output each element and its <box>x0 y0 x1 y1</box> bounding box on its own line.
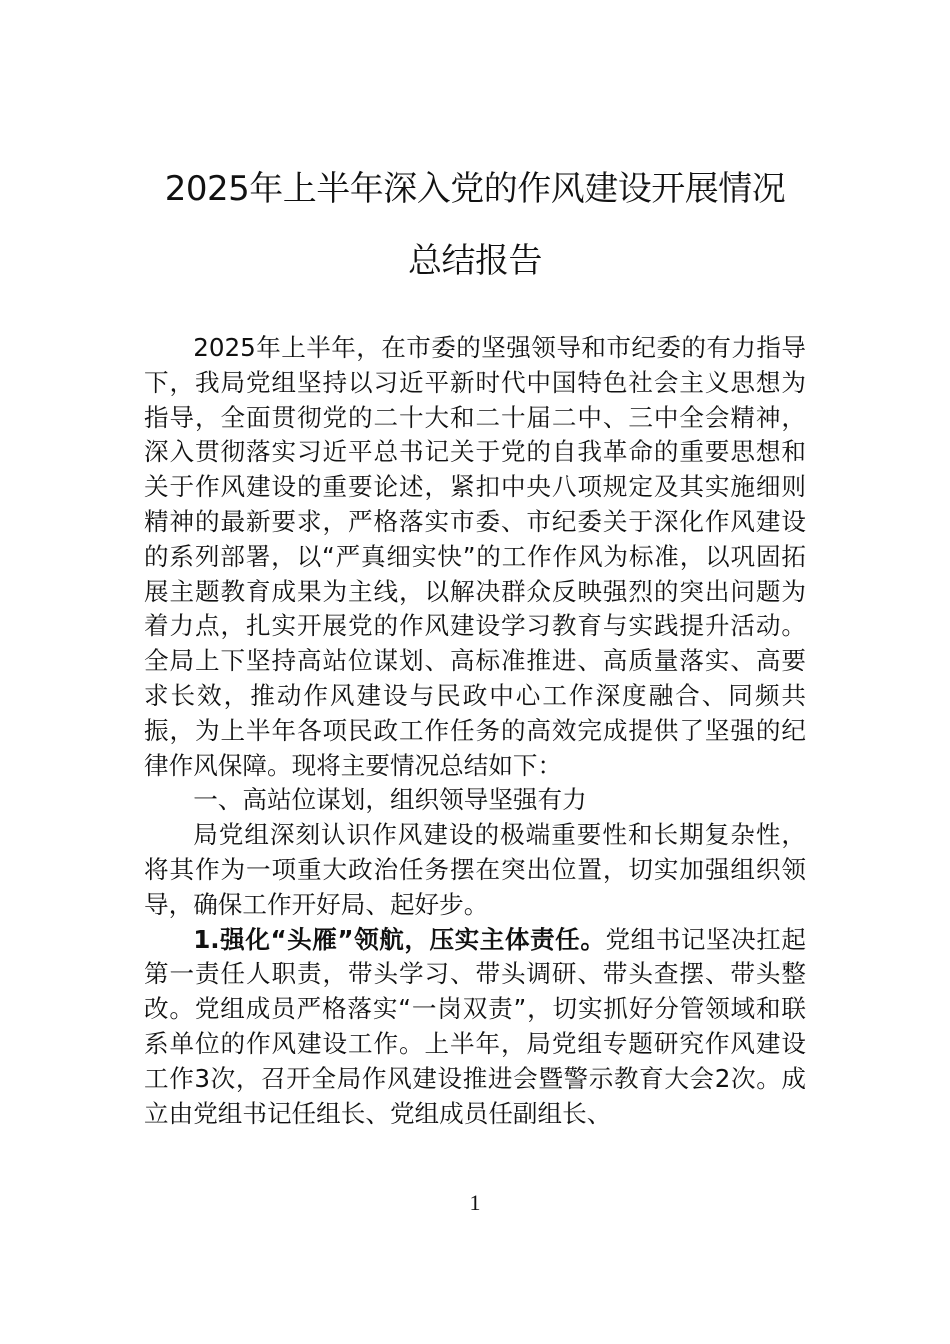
section-1-paragraph: 局党组深刻认识作风建设的极端重要性和长期复杂性，将其作为一项重大政治任务摆在突出位置，切实加强组织领导，确保工作开好局、起好步。 <box>144 820 806 919</box>
title-line-1: 2025年上半年深入党的作风建设开展情况 <box>164 169 786 209</box>
item-1-paragraph <box>144 923 806 1132</box>
page-number: 1 <box>469 1190 481 1215</box>
item-1-text: 党组书记坚决扛起第一责任人职责，带头学习、带头调研、带头查摆、带头整改。党组成员严格落实“一岗双责”，切实抓好分管领域和联系单位的作风建设工作。上半年，局党组专题研究作风建设工作3次，召开全局作风建设推进会暨警示教育大会2次。成立由党组书记任组长、党组成员任副组长、 <box>144 924 806 1128</box>
document-body <box>144 331 806 1131</box>
intro-paragraph: 2025年上半年，在市委的坚强领导和市纪委的有力指导下，我局党组坚持以习近平新时代中国特色社会主义思想为指导，全面贯彻党的二十大和二十届二中、三中全会精神，深入贯彻落实习近平总书记关于党的自我革命的重要思想和关于作风建设的重要论述，紧扣中央八项规定及其实施细则精神的最新要求，严格落实市委、市纪委关于深化作风建设的系列部署，以“严真细实快”的工作作风为标准，以巩固拓展主题教育成果为主线，以解决群众反映强烈的突出问题为着力点，扎实开展党的作风建设学习教育与实践提升活动。全局上下坚持高站位谋划、高标准推进、高质量落实、高要求长效，推动作风建设与民政中心工作深度融合、同频共振，为上半年各项民政工作任务的高效完成提供了坚强的纪律作风保障。现将主要情况总结如下： <box>144 333 806 780</box>
title-line-2: 总结报告 <box>408 241 542 281</box>
item-1-lead: 1.强化“头雁”领航，压实主体责任。 <box>193 924 606 954</box>
document-title <box>144 165 806 285</box>
section-heading-1: 一、高站位谋划，组织领导坚强有力 <box>193 785 587 815</box>
